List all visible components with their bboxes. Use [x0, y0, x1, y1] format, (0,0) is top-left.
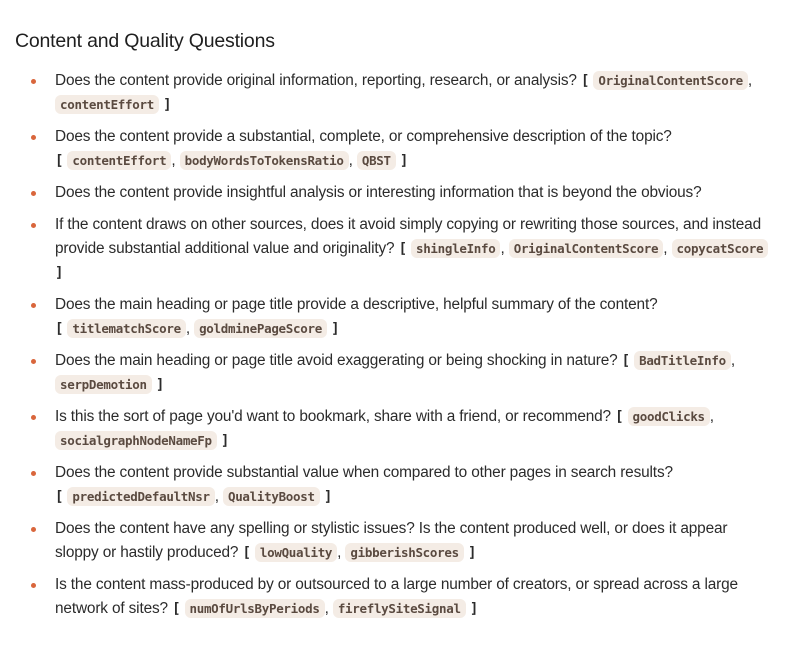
close-bracket: ] — [331, 321, 340, 337]
tag-separator: , — [214, 488, 223, 505]
question-item — [15, 461, 772, 509]
question-text: Does the content provide original information, reporting, research, or analysis? — [55, 72, 577, 89]
close-bracket: ] — [163, 97, 172, 113]
tag-separator: , — [185, 320, 195, 337]
signal-tag: OriginalContentScore — [509, 239, 664, 258]
question-text: Does the main heading or page title avoid exaggerating or being shocking in nature? — [55, 352, 618, 369]
question-item — [15, 517, 772, 565]
question-text: Is the content mass-produced by or outsourced to a large number of creators, or spread across a large network of sites? — [55, 576, 738, 617]
tag-separator: , — [348, 152, 357, 169]
open-bracket: [ — [398, 241, 407, 257]
question-item — [15, 213, 772, 285]
signal-tag: QBST — [357, 151, 396, 170]
open-bracket: [ — [242, 545, 251, 561]
close-bracket: ] — [323, 489, 333, 505]
question-text: Does the content provide insightful analysis or interesting information that is beyond the obvious? — [55, 184, 702, 201]
bullet-icon — [31, 135, 36, 140]
question-item — [15, 293, 772, 341]
question-list — [15, 69, 772, 621]
close-bracket: ] — [399, 153, 409, 169]
question-text: If the content draws on other sources, does it avoid simply copying or rewriting those sources, and instead provide substantial additional value and originality? — [55, 216, 761, 257]
bullet-icon — [31, 303, 36, 308]
signal-tag-group — [55, 488, 332, 505]
signal-tag: contentEffort — [55, 95, 159, 114]
open-bracket: [ — [55, 321, 64, 337]
close-bracket: ] — [469, 601, 479, 617]
signal-tag: titlematchScore — [67, 319, 185, 338]
signal-tag-group — [55, 152, 408, 169]
bullet-icon — [31, 415, 36, 420]
signal-tag: contentEffort — [67, 151, 171, 170]
signal-tag: socialgraphNodeNameFp — [55, 431, 217, 450]
signal-tag: goodClicks — [628, 407, 710, 426]
signal-tag: numOfUrlsByPeriods — [185, 599, 325, 618]
close-bracket: ] — [155, 377, 165, 393]
tag-separator: , — [747, 72, 753, 89]
open-bracket: [ — [55, 153, 64, 169]
bullet-icon — [31, 223, 36, 228]
question-text: Does the content provide substantial value when compared to other pages in search results? — [55, 464, 673, 481]
tag-separator: , — [171, 152, 180, 169]
question-item — [15, 181, 772, 205]
question-text: Does the content have any spelling or stylistic issues? Is the content produced well, or does it appear sloppy or hastily produced? — [55, 520, 728, 561]
question-item — [15, 125, 772, 173]
tag-separator: , — [730, 352, 735, 369]
bullet-icon — [31, 191, 36, 196]
question-item — [15, 69, 772, 117]
signal-tag-group — [242, 544, 476, 561]
close-bracket: ] — [467, 545, 477, 561]
close-bracket: ] — [220, 433, 230, 449]
tag-separator: , — [500, 240, 509, 257]
question-item — [15, 573, 772, 621]
close-bracket: ] — [55, 265, 64, 281]
tag-separator: , — [337, 544, 346, 561]
signal-tag-group — [55, 320, 339, 337]
tag-separator: , — [663, 240, 672, 257]
signal-tag-group — [172, 600, 478, 617]
open-bracket: [ — [615, 409, 624, 425]
signal-tag: gibberishScores — [345, 543, 463, 562]
question-item — [15, 349, 772, 397]
open-bracket: [ — [580, 73, 590, 89]
signal-tag: predictedDefaultNsr — [67, 487, 214, 506]
bullet-icon — [31, 471, 36, 476]
bullet-icon — [31, 79, 36, 84]
signal-tag: QualityBoost — [223, 487, 320, 506]
signal-tag: copycatScore — [672, 239, 769, 258]
question-item — [15, 405, 772, 453]
question-text: Is this the sort of page you'd want to bookmark, share with a friend, or recommend? — [55, 408, 611, 425]
bullet-icon — [31, 359, 36, 364]
signal-tag: fireflySiteSignal — [333, 599, 466, 618]
bullet-icon — [31, 583, 36, 588]
signal-tag: BadTitleInfo — [634, 351, 731, 370]
signal-tag: OriginalContentScore — [593, 71, 748, 90]
signal-tag: bodyWordsToTokensRatio — [180, 151, 349, 170]
open-bracket: [ — [621, 353, 630, 369]
signal-tag: serpDemotion — [55, 375, 152, 394]
question-text: Does the content provide a substantial, complete, or comprehensive description of the topic? — [55, 128, 672, 145]
tag-separator: , — [324, 600, 333, 617]
section-heading: Content and Quality Questions — [15, 30, 275, 52]
bullet-icon — [31, 527, 36, 532]
open-bracket: [ — [55, 489, 64, 505]
open-bracket: [ — [172, 601, 181, 617]
question-text: Does the main heading or page title provide a descriptive, helpful summary of the content? — [55, 296, 658, 313]
signal-tag: goldminePageScore — [194, 319, 327, 338]
signal-tag: lowQuality — [255, 543, 337, 562]
signal-tag: shingleInfo — [411, 239, 500, 258]
tag-separator: , — [709, 408, 714, 425]
